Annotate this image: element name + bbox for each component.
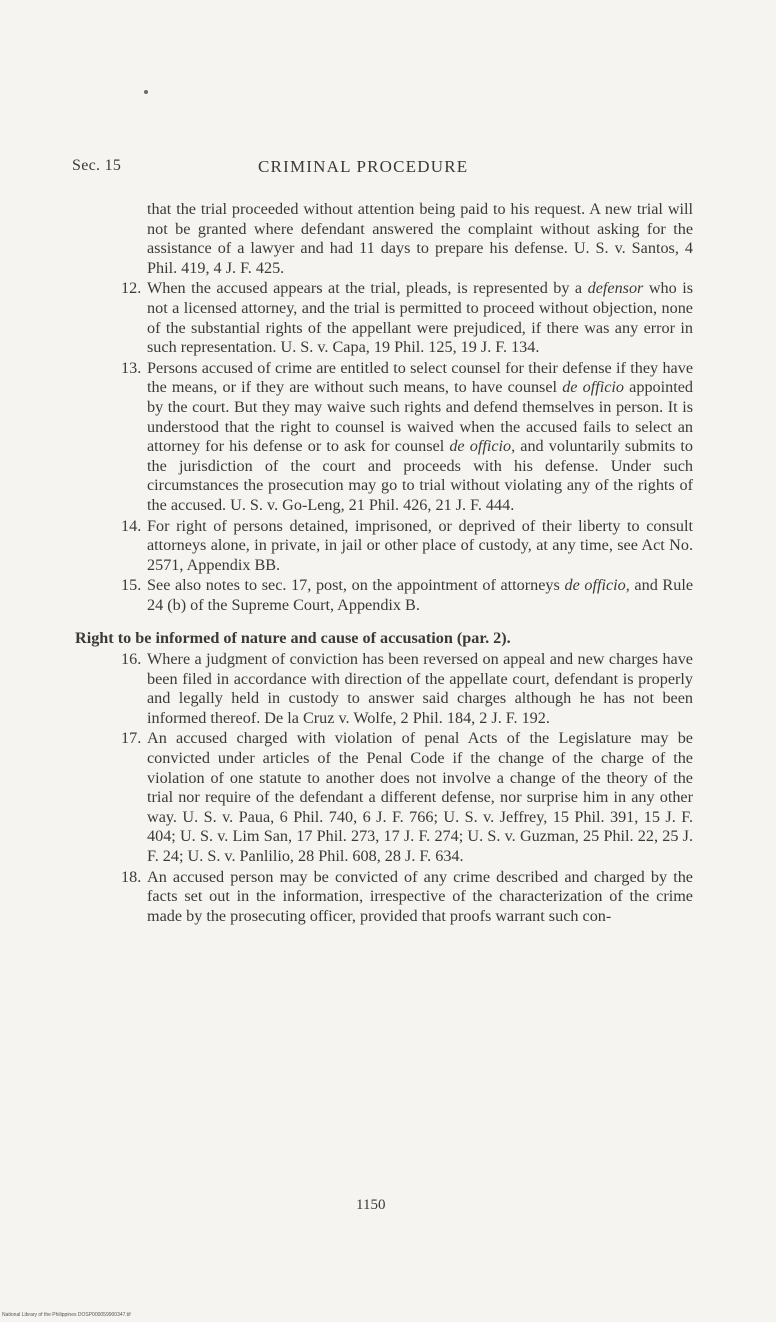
scan-speck [144,90,148,94]
note-number: 16. [121,650,142,669]
subheading: Right to be informed of nature and cause of accusation (par. 2). [75,629,511,648]
page-number: 1150 [356,1197,386,1213]
note-18: 18. An accused person may be convicted of any crime described and charged by the facts set out in the information, irrespective of the characterization of the crime made by the prosecuting officer, provided that proofs warrant such con- [121,867,693,925]
note-15: 15. See also notes to sec. 17, post, on the appointment of attorneys de officio, and Rule 24 (b) of the Supreme Court, Appendix B. [121,576,694,614]
note-17: 17. An accused charged with violation of penal Acts of the Legislature may be convicted under articles of the Penal Code if the change of the charge of the violation of one statute to another does not involve a change of the theory of the trial nor require of the defendant a different defense, nor surprise him in any other way. U. S. v. Paua, 6 Phil. 740, 6 J. F. 766; U. S. v. Jeffrey, 15 Phil. 391, 15 J. F. 404; U. S. v. Lim San, 17 Phil. 273, 17 J. F. 274; U. S. v. Guzman, 25 Phil. 22, 25 J. F. 24; U. S. v. Panlilio, 28 Phil. 608, 28 J. F. 634. [121,729,693,865]
note-16: 16. Where a judgment of conviction has been reversed on appeal and new charges have been filed in accordance with direction of the appellate court, defendant is properly and legally held in custody to answer said charges although he has not been informed thereof. De la Cruz v. Wolfe, 2 Phil. 184, 2 J. F. 192. [121,650,693,727]
note-12: 12. When the accused appears at the trial, pleads, is represented by a defensor who is not a licensed attorney, and the trial is permitted to proceed without objection, none of the substantial rights of the appellant were prejudiced, if there was any error in such representation. U. S. v. Capa, 19 Phil. 125, 19 J. F. 134. [121,279,693,357]
note-number: 17. [121,729,142,748]
note-number: 15. [121,576,142,595]
note-number: 18. [121,867,142,886]
scan-footer: National Library of the Philippines DOSP000059900347.tif [2,1312,131,1318]
running-header [72,157,702,181]
page-body [75,200,693,926]
note-14: 14. For right of persons detained, imprisoned, or deprived of their liberty to consult attorneys alone, in private, in jail or other place of custody, at any time, see Act No. 2571, Appendix BB. [121,516,693,574]
running-title: CRIMINAL PROCEDURE [258,157,469,176]
note-number: 12. [121,279,142,298]
note-number: 13. [121,358,142,377]
continued-paragraph: that the trial proceeded without attention being paid to his request. A new trial will not be granted where defendant answered the complaint without asking for the assistance of a lawyer and had 11 days to prepare his defense. U. S. v. Santos, 4 Phil. 419, 4 J. F. 425. [147,200,693,277]
note-number: 14. [121,516,142,535]
section-label: Sec. 15 [72,157,122,174]
note-13: 13. Persons accused of crime are entitled to select counsel for their defense if they have the means, or if they are without such means, to have counsel de officio appointed by the court. But they may waive such rights and defend themselves in person. It is understood that the right to counsel is waived when the accused fails to select an attorney for his defense or to ask for counsel de officio, and voluntarily submits to the jurisdiction of the court and proceeds with his defense. Under such circumstances the prosecution may go to trial without violating any of the rights of the accused. U. S. v. Go-Leng, 21 Phil. 426, 21 J. F. 444. [121,358,694,514]
